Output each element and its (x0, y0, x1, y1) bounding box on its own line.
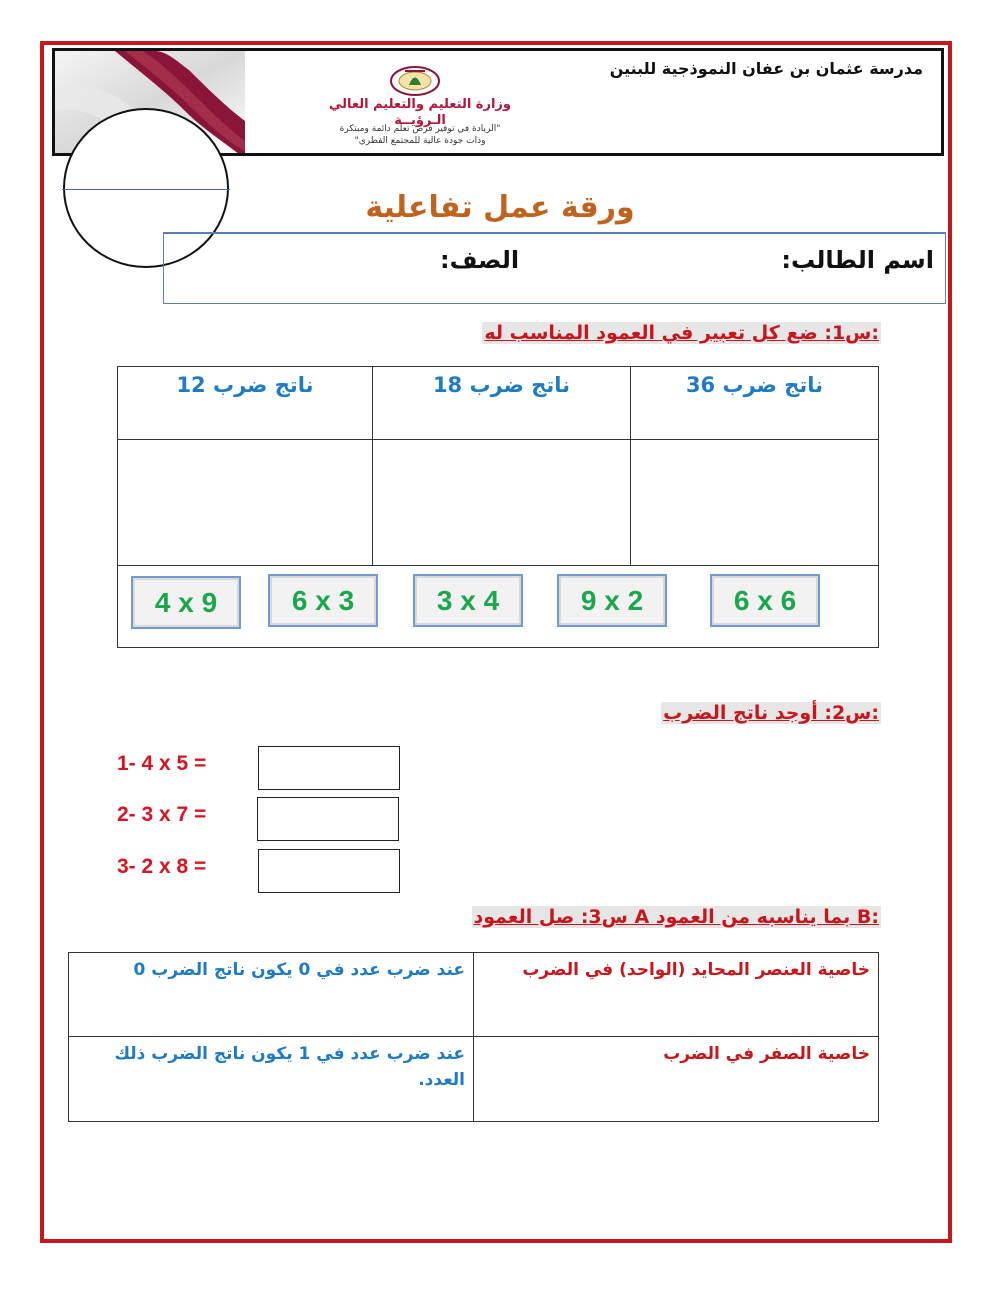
match-b-item-2[interactable]: عند ضرب عدد في 1 يكون ناتج الضرب ذلك العدد. (69, 1037, 474, 1122)
equation-1: 1- 4 x 5 = (117, 752, 207, 775)
q1-heading: س1: ضع كل تعبير في العمود المناسب له: (484, 322, 879, 344)
drag-tile[interactable]: 6 x 3 (268, 574, 378, 627)
vision-statement (270, 123, 570, 147)
q2-heading-wrap (661, 702, 881, 724)
ministry-emblem-icon (375, 61, 455, 97)
q3-match-table (68, 952, 879, 1122)
answer-box-3[interactable] (258, 849, 400, 893)
class-label: الصف: (440, 246, 520, 274)
drop-zone-18[interactable] (373, 440, 631, 566)
match-b-item-1[interactable]: عند ضرب عدد في 0 يكون ناتج الضرب 0 (69, 953, 474, 1037)
q2-heading: س2: أوجد ناتج الضرب: (663, 702, 879, 724)
q1-heading-wrap (482, 322, 881, 344)
drag-tile[interactable]: 6 x 6 (710, 574, 820, 627)
q3-heading-wrap (472, 906, 882, 928)
ministry-title: وزارة التعليم والتعليم العالي (328, 97, 511, 112)
vision-line-1: "الريادة في توفير فرص تعلم دائمة ومبتكرة (339, 124, 501, 134)
column-head-36: ناتج ضرب 36 (631, 367, 879, 440)
drag-tile[interactable]: 4 x 9 (131, 576, 241, 629)
equation-3: 3- 2 x 8 = (117, 855, 207, 878)
vision-label: الـرؤيــة (394, 113, 446, 128)
student-name-label: اسم الطالب: (781, 246, 934, 274)
column-head-18: ناتج ضرب 18 (373, 367, 631, 440)
answer-box-2[interactable] (257, 797, 399, 841)
school-name: مدرسة عثمان بن عفان النموذجية للبنين (609, 59, 923, 78)
vision-line-2: وذات جودة عالية للمجتمع القطري" (354, 136, 486, 146)
q3-heading: س3: صل العمود A بما يناسبه من العمود B: (473, 906, 879, 928)
drag-tile[interactable]: 3 x 4 (413, 574, 523, 627)
equation-2: 2- 3 x 7 = (117, 803, 207, 826)
worksheet-title: ورقة عمل تفاعلية (365, 190, 635, 225)
match-a-item-2[interactable]: خاصية الصفر في الضرب (474, 1037, 879, 1122)
drop-zone-36[interactable] (631, 440, 879, 566)
answer-box-1[interactable] (258, 746, 400, 790)
drag-tile[interactable]: 9 x 2 (557, 574, 667, 627)
match-a-item-1[interactable]: خاصية العنصر المحايد (الواحد) في الضرب (474, 953, 879, 1037)
column-head-12: ناتج ضرب 12 (118, 367, 373, 440)
drop-zone-12[interactable] (118, 440, 373, 566)
